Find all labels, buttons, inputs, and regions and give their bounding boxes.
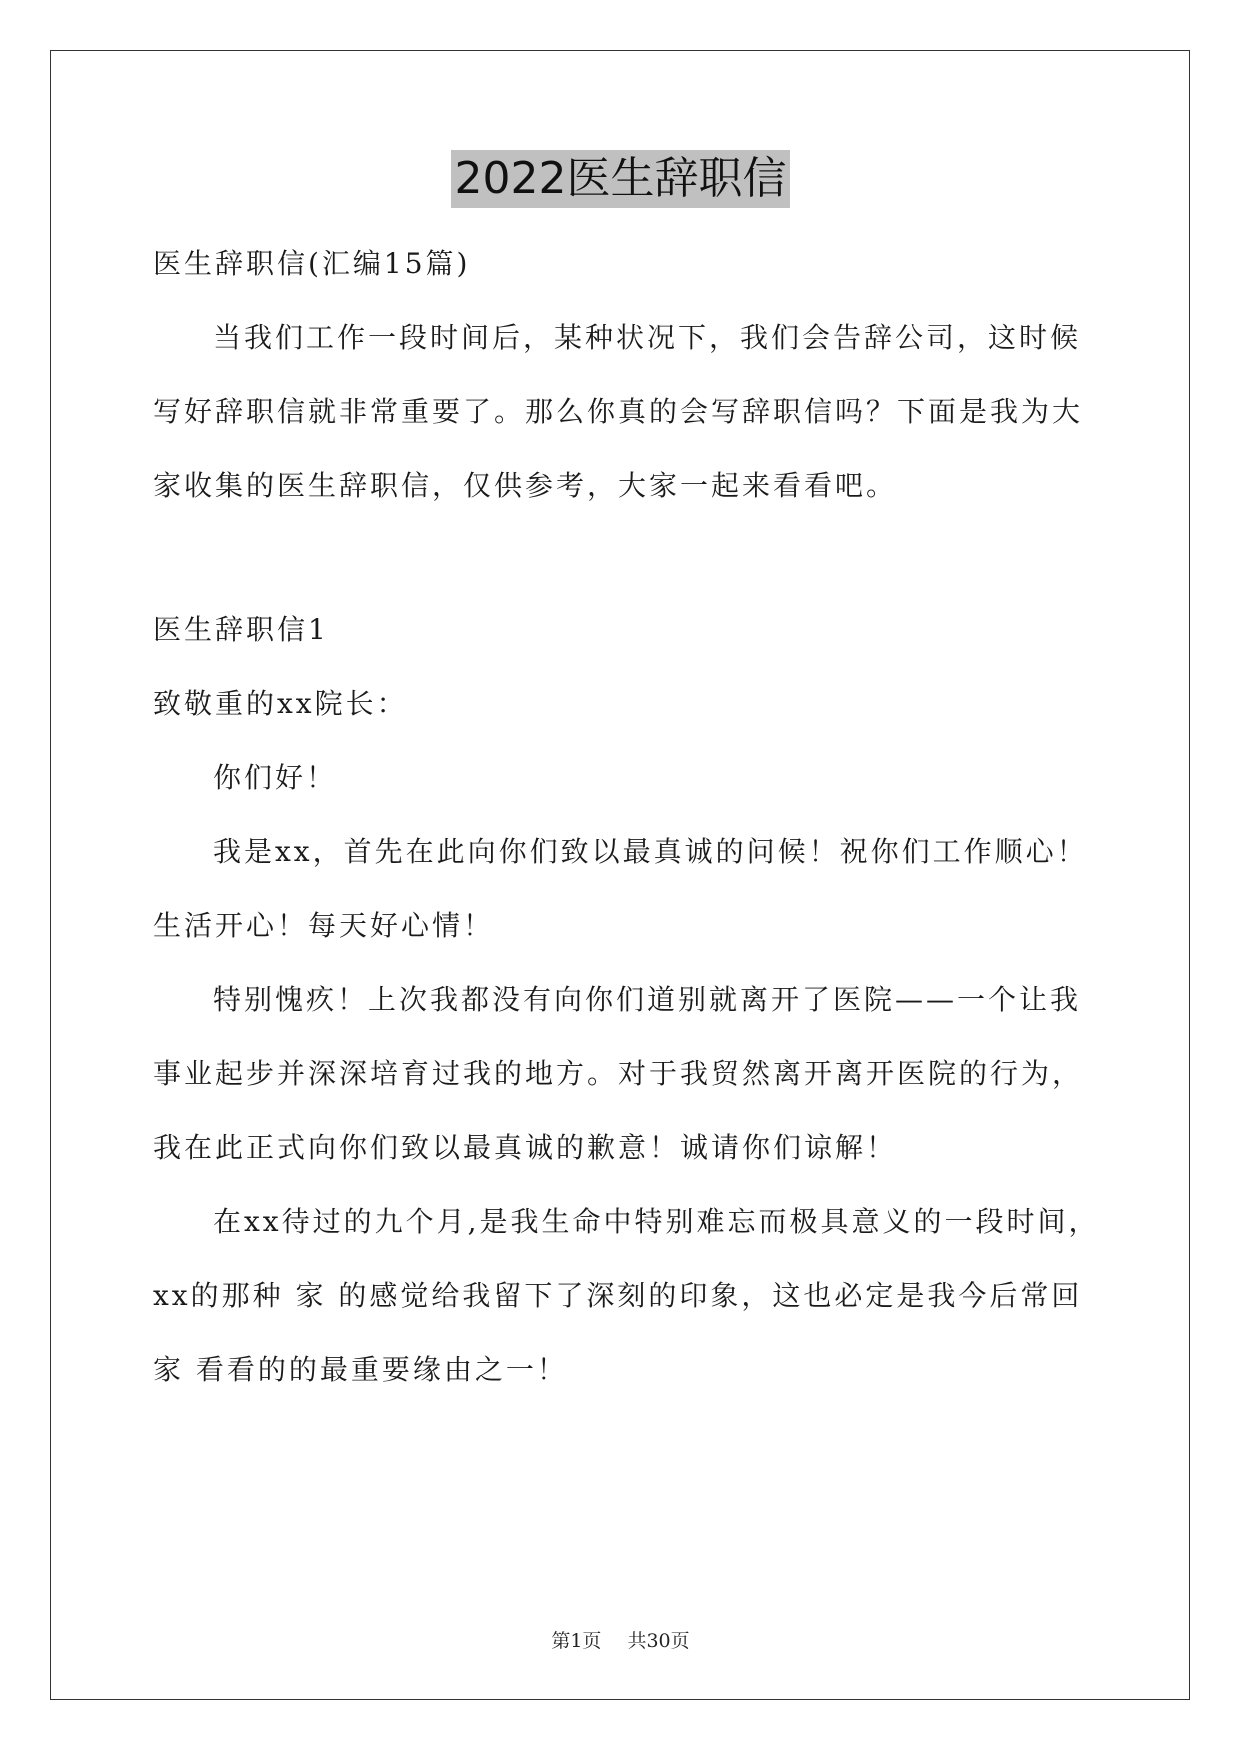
paragraph-line: 我是xx，首先在此向你们致以最真诚的问候！祝你们工作顺心！: [213, 835, 1088, 868]
page-footer: [0, 1626, 1241, 1653]
salutation: 致敬重的xx院长：: [153, 687, 408, 720]
paragraph-line: 事业起步并深深培育过我的地方。对于我贸然离开离开医院的行为，: [153, 1057, 1084, 1090]
greeting: 你们好！: [213, 761, 338, 794]
page-border: [50, 50, 1190, 1700]
total-pages: 共30页: [627, 1630, 690, 1652]
paragraph-line: 特别愧疚！上次我都没有向你们道别就离开了医院——一个让我: [213, 983, 1082, 1016]
paragraph-line: xx的那种 家 的感觉给我留下了深刻的印象，这也必定是我今后常回: [153, 1279, 1083, 1312]
title-container: [0, 150, 1241, 208]
section-heading: 医生辞职信1: [153, 613, 329, 646]
paragraph-line: 在xx待过的九个月,是我生命中特别难忘而极具意义的一段时间，: [213, 1205, 1100, 1238]
paragraph-line: 我在此正式向你们致以最真诚的歉意！诚请你们谅解！: [153, 1131, 898, 1164]
paragraph-line: 生活开心！每天好心情！: [153, 909, 495, 942]
subtitle-line: 医生辞职信(汇编15篇): [153, 247, 471, 280]
paragraph-line: 写好辞职信就非常重要了。那么你真的会写辞职信吗？下面是我为大: [153, 395, 1084, 428]
paragraph-line: 当我们工作一段时间后，某种状况下，我们会告辞公司，这时候: [213, 321, 1082, 354]
paragraph-line: 家收集的医生辞职信，仅供参考，大家一起来看看吧。: [153, 469, 898, 502]
document-title: 2022医生辞职信: [451, 150, 791, 208]
paragraph-line: 家 看看的的最重要缘由之一！: [153, 1353, 568, 1386]
page-number: 第1页: [551, 1630, 602, 1652]
